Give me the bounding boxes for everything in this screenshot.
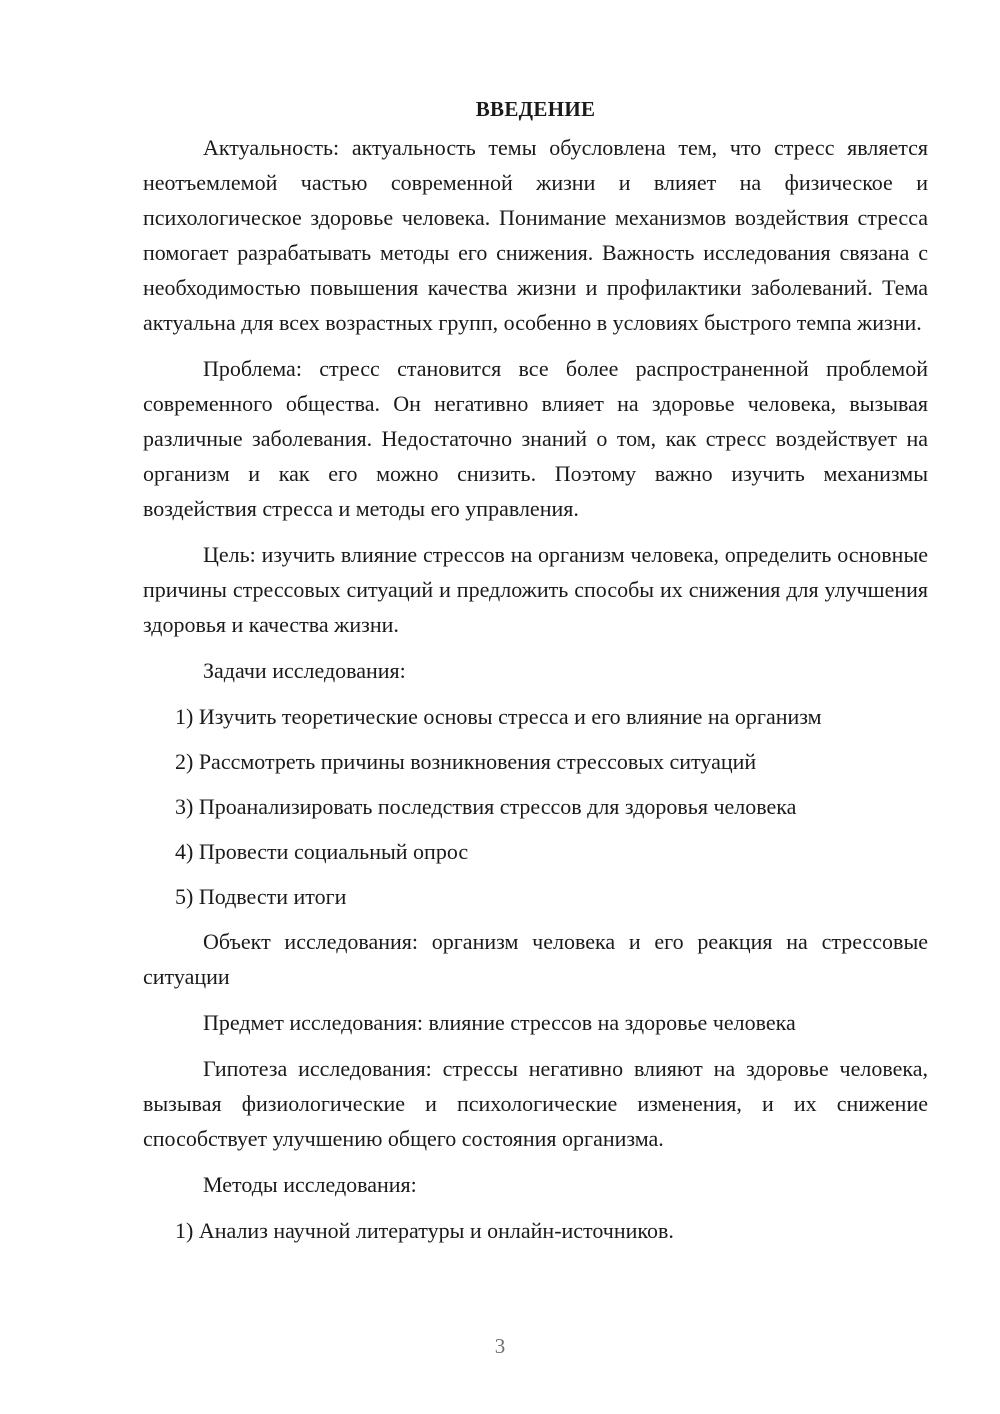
hypothesis-paragraph: Гипотеза исследования: стрессы негативно влияют на здоровье человека, вызывая физиологические и психологические изменения, и их снижение способствует улучшению общего состояния организма.: [143, 1056, 928, 1151]
problem-paragraph: Проблема: стресс становится все более распространенной проблемой современного общества. Он негативно влияет на здоровье человека, вызывая различные заболевания. Недостаточно знаний о том, как стресс воздействует на организм и как его можно снизить. Поэтому важно изучить механизмы воздействия стресса и методы его управления.: [143, 356, 928, 521]
tasks-list: [143, 699, 928, 914]
document-page: [143, 92, 928, 1258]
object-paragraph: Объект исследования: организм человека и его реакция на стрессовые ситуации: [143, 929, 928, 989]
page-title: ВВЕДЕНИЕ: [475, 97, 596, 121]
methods-list: [143, 1213, 928, 1248]
methods-heading: Методы исследования:: [203, 1172, 417, 1197]
task-item-3: 3) Проанализировать последствия стрессов для здоровья человека: [175, 794, 797, 819]
relevance-paragraph: Актуальность: актуальность темы обусловлена тем, что стресс является неотъемлемой частью современной жизни и влияет на физическое и психологическое здоровье человека. Понимание механизмов воздействия стресса помогает разрабатывать методы его снижения. Важность исследования связана с необходимостью повышения качества жизни и профилактики заболеваний. Тема актуальна для всех возрастных групп, особенно в условиях быстрого темпа жизни.: [143, 135, 928, 335]
task-item-4: 4) Провести социальный опрос: [175, 839, 469, 864]
task-item-1: 1) Изучить теоретические основы стресса и его влияние на организм: [175, 704, 822, 729]
subject-paragraph: Предмет исследования: влияние стрессов на здоровье человека: [203, 1010, 796, 1035]
tasks-heading: Задачи исследования:: [203, 658, 406, 683]
task-item-5: 5) Подвести итоги: [175, 884, 347, 909]
task-item-2: 2) Рассмотреть причины возникновения стрессовых ситуаций: [175, 749, 757, 774]
method-item-1: 1) Анализ научной литературы и онлайн-источников.: [175, 1218, 674, 1243]
goal-paragraph: Цель: изучить влияние стрессов на организм человека, определить основные причины стрессовых ситуаций и предложить способы их снижения для улучшения здоровья и качества жизни.: [143, 542, 928, 637]
page-number: 3: [494, 1334, 506, 1358]
